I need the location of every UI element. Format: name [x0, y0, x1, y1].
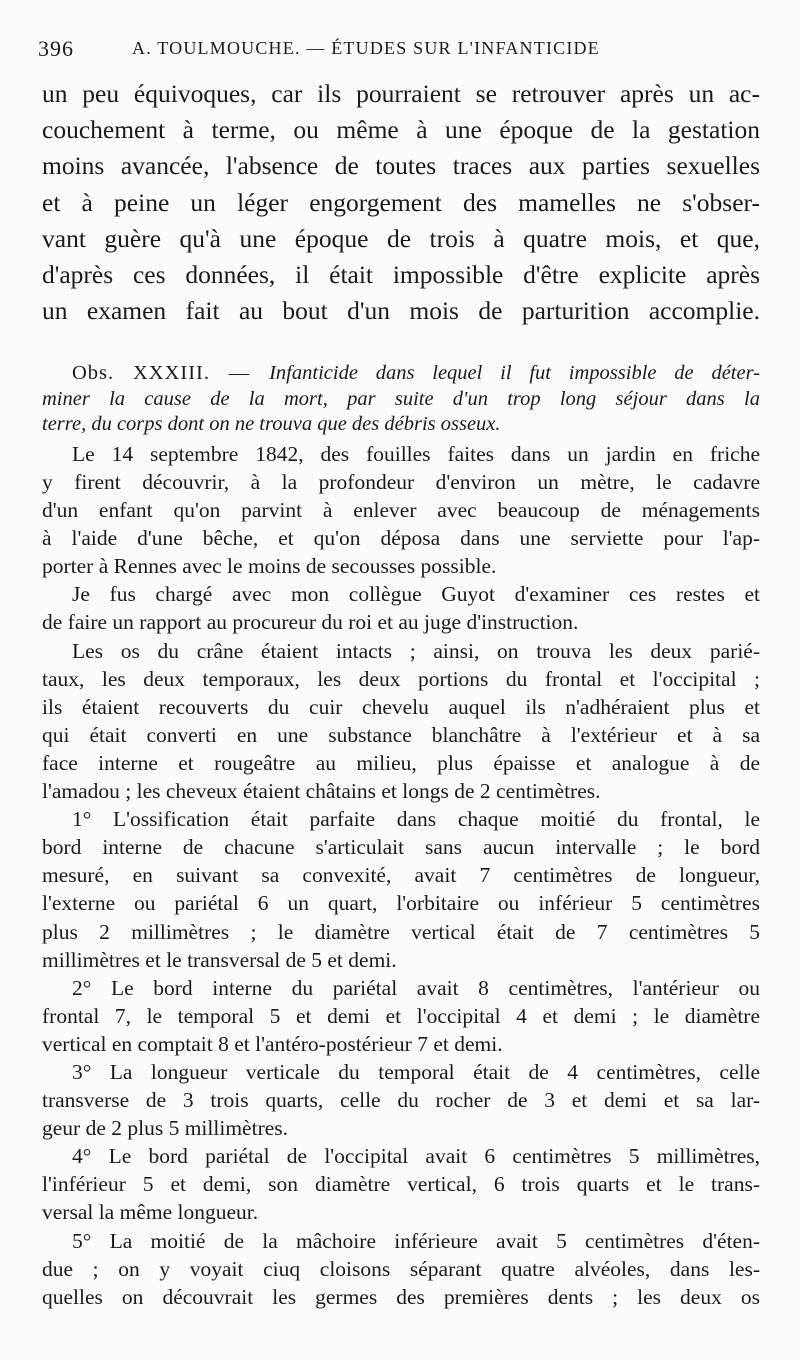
text-line: quelles on découvrait les germes des premières dents ; les deux os: [42, 1284, 760, 1309]
text-line: couchement à terme, ou même à une époque de la gestation: [42, 115, 760, 145]
text-line: porter à Rennes avec le moins de secousses possible.: [42, 554, 497, 579]
text-line: miner la cause de la mort, par suite d'un trop long séjour dans la: [42, 387, 760, 410]
running-title: A. TOULMOUCHE. — ÉTUDES SUR L'INFANTICIDE: [132, 38, 600, 58]
text-line: terre, du corps dont on ne trouva que des débris osseux.: [42, 413, 501, 436]
text-line: et à peine un léger engorgement des mamelles ne s'obser-: [42, 187, 760, 217]
text-line: [42, 361, 760, 387]
text-line: mesuré, en suivant sa convexité, avait 7 centimètres de longueur,: [42, 863, 760, 888]
paragraph: [42, 805, 760, 974]
text-line: 3° La longueur verticale du temporal était de 4 centimètres, celle: [72, 1059, 760, 1084]
paragraph: [42, 580, 760, 636]
running-head: [38, 36, 760, 66]
text-line: l'externe ou pariétal 6 un quart, l'orbitaire ou inférieur 5 centimètres: [42, 891, 760, 916]
observation-heading: [42, 361, 760, 438]
text-line: 4° Le bord pariétal de l'occipital avait 6 centimètres 5 millimètres,: [72, 1144, 760, 1169]
text-line: à l'aide d'une bêche, et qu'on déposa dans une serviette pour l'ap-: [42, 526, 760, 551]
text-line: transverse de 3 trois quarts, celle du rocher de 3 et demi et sa lar-: [42, 1088, 760, 1113]
body-text: [42, 76, 760, 1311]
text-line: ils étaient recouverts du cuir chevelu auquel ils n'adhéraient plus et: [42, 694, 760, 719]
text-line: Les os du crâne étaient intacts ; ainsi, on trouva les deux parié-: [72, 638, 760, 663]
text-line: vertical en comptait 8 et l'antéro-postérieur 7 et demi.: [42, 1031, 503, 1056]
text-line: y firent découvrir, à la profondeur d'environ un mètre, le cadavre: [42, 470, 760, 495]
text-line: l'amadou ; les cheveux étaient châtains et longs de 2 centimètres.: [42, 779, 601, 804]
observation-title: Infanticide dans lequel il fut impossible de déter-: [269, 362, 760, 385]
text-line: d'après ces données, il était impossible d'être explicite après: [42, 260, 760, 290]
text-line: de faire un rapport au procureur du roi et au juge d'instruction.: [42, 610, 579, 635]
text-line: face interne et rougeâtre au milieu, plus épaisse et analogue à de: [42, 750, 760, 775]
paragraph: [42, 440, 760, 580]
text-line: qui était converti en une substance blanchâtre à l'extérieur et à sa: [42, 722, 760, 747]
page-number: 396: [38, 36, 74, 61]
text-line: Le 14 septembre 1842, des fouilles faites dans un jardin en friche: [72, 441, 760, 466]
text-line: bord interne de chacune s'articulait sans aucun intervalle ; le bord: [42, 835, 760, 860]
text-line: taux, les deux temporaux, les deux portions du frontal et l'occipital ;: [42, 666, 760, 691]
text-line: due ; on y voyait ciuq cloisons séparant quatre alvéoles, dans les-: [42, 1256, 760, 1281]
text-line: versal la même longueur.: [42, 1200, 259, 1225]
text-line: 2° Le bord interne du pariétal avait 8 centimètres, l'antérieur ou: [72, 975, 760, 1000]
paragraph: [42, 1058, 760, 1142]
text-line: 5° La moitié de la mâchoire inférieure avait 5 centimètres d'éten-: [72, 1228, 760, 1253]
text-line: moins avancée, l'absence de toutes traces aux parties sexuelles: [42, 151, 760, 181]
paragraph: [42, 1227, 760, 1311]
text-line: 1° L'ossification était parfaite dans chaque moitié du frontal, le: [72, 807, 760, 832]
paragraph: [42, 974, 760, 1058]
text-line: Je fus chargé avec mon collègue Guyot d'examiner ces restes et: [72, 582, 760, 607]
paragraph-continued: [42, 76, 760, 329]
text-line: plus 2 millimètres ; le diamètre vertical était de 7 centimètres 5: [42, 919, 760, 944]
observation-label: Obs. XXXIII. —: [72, 362, 270, 385]
text-line: l'inférieur 5 et demi, son diamètre vertical, 6 trois quarts et le trans-: [42, 1172, 760, 1197]
text-line: millimètres et le transversal de 5 et demi.: [42, 947, 397, 972]
text-line: un peu équivoques, car ils pourraient se retrouver après un ac-: [42, 79, 760, 108]
paragraph: [42, 1142, 760, 1226]
paragraph: [42, 637, 760, 806]
text-line: d'un enfant qu'on parvint à enlever avec beaucoup de ménagements: [42, 498, 760, 523]
text-line: un examen fait au bout d'un mois de parturition accomplie.: [42, 296, 760, 326]
text-line: vant guère qu'à une époque de trois à quatre mois, et que,: [42, 223, 760, 253]
text-line: geur de 2 plus 5 millimètres.: [42, 1116, 289, 1141]
text-line: frontal 7, le temporal 5 et demi et l'occipital 4 et demi ; le diamètre: [42, 1003, 760, 1028]
